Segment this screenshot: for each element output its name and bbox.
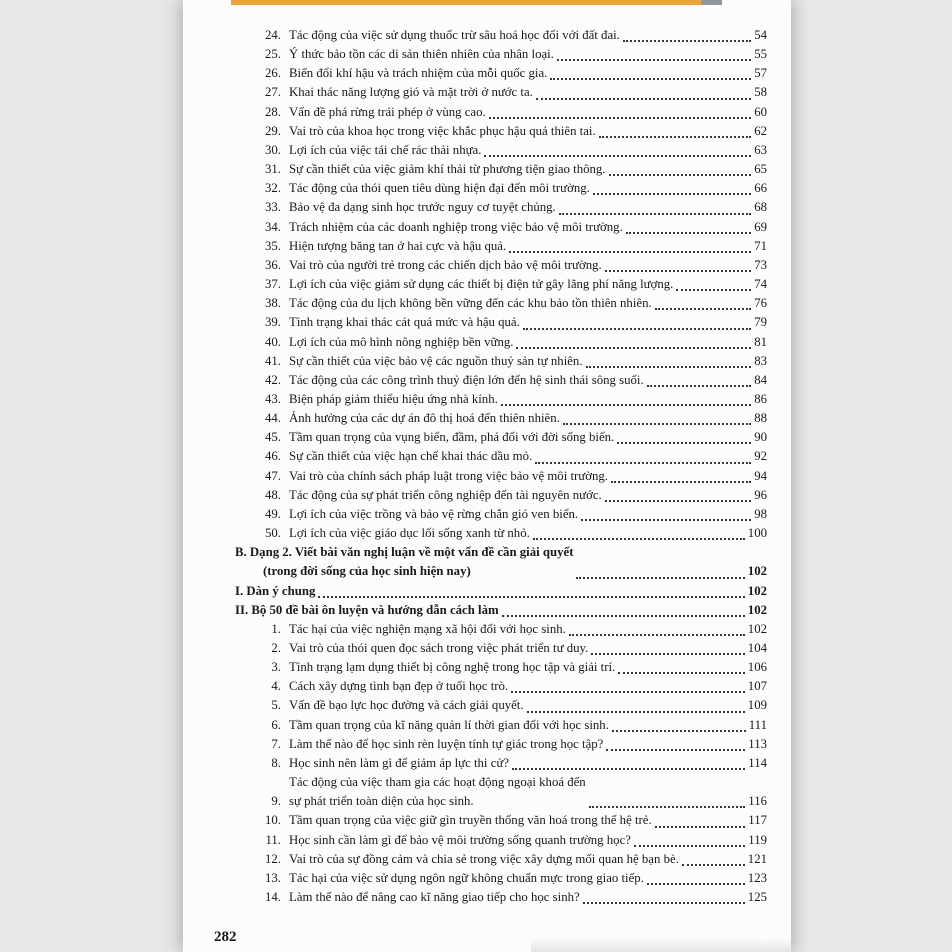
toc-entry xyxy=(235,409,767,428)
toc-entry-number: 26. xyxy=(265,66,281,81)
dot-leader xyxy=(502,615,745,617)
toc-entry-page: 113 xyxy=(748,736,767,751)
dot-leader xyxy=(489,117,751,119)
toc-entry-page: 73 xyxy=(754,257,767,272)
toc-entry xyxy=(235,831,767,850)
dot-leader xyxy=(609,174,752,176)
toc-entry-page: 58 xyxy=(754,85,767,100)
toc-entry-title: B. Dạng 2. Viết bài văn nghị luận về một vấn đề cần giải quyết (trong đời sống của học sinh hiện nay) xyxy=(235,543,573,581)
dot-leader xyxy=(550,78,751,80)
toc-entry-number: 10. xyxy=(265,813,281,828)
toc-entry-number: 43. xyxy=(265,391,281,406)
toc-entry-number: 7. xyxy=(271,736,281,751)
toc-entry-body xyxy=(289,313,754,332)
toc-entry-number: 48. xyxy=(265,487,281,502)
toc-entry-body xyxy=(289,677,748,696)
toc-entry-title: Lợi ích của việc trồng và bảo vệ rừng chắn gió ven biển. xyxy=(289,506,579,521)
toc-entry-body xyxy=(289,524,748,543)
toc-entry-number: 47. xyxy=(265,468,281,483)
toc-entry-body xyxy=(289,237,754,256)
dot-leader xyxy=(511,691,745,693)
toc-entry-page: 83 xyxy=(754,353,767,368)
toc-entry xyxy=(235,256,767,275)
toc-entry-number: 13. xyxy=(265,870,281,885)
toc-entry-page: 62 xyxy=(754,123,767,138)
toc-entry-page: 121 xyxy=(747,851,767,866)
toc-entry-body xyxy=(289,620,748,639)
toc-entry-page: 88 xyxy=(754,411,767,426)
dot-leader xyxy=(533,538,745,540)
toc-entry-page: 107 xyxy=(747,679,767,694)
toc-entry-title-line2: (trong đời sống của học sinh hiện nay) xyxy=(263,564,471,579)
toc-entry xyxy=(235,524,767,543)
toc-entry xyxy=(235,620,767,639)
toc-entry-number: 31. xyxy=(265,162,281,177)
toc-entry-title: Biến đổi khí hậu và trách nhiệm của mỗi quốc gia. xyxy=(289,66,548,81)
toc-entry-number: 25. xyxy=(265,47,281,62)
dot-leader xyxy=(655,308,752,310)
toc-entry-body xyxy=(289,811,748,830)
dot-leader xyxy=(623,40,751,42)
dot-leader xyxy=(516,347,751,349)
toc-entry xyxy=(235,467,767,486)
toc-entry xyxy=(235,313,767,332)
dot-leader xyxy=(501,404,751,406)
photo-shadow xyxy=(531,938,791,952)
dot-leader xyxy=(512,768,745,770)
toc-entry-body xyxy=(289,716,749,735)
dot-leader xyxy=(318,596,744,598)
toc-entry-page: 65 xyxy=(754,162,767,177)
toc-entry-number: 41. xyxy=(265,353,281,368)
toc-entry xyxy=(235,811,767,830)
toc-entry xyxy=(235,26,767,45)
toc-entry-title: Tác hại của việc nghiện mạng xã hội đối với học sinh. xyxy=(289,621,566,636)
toc-entry-title: Vai trò của khoa học trong việc khắc phục hậu quả thiên tai. xyxy=(289,123,596,138)
dot-leader xyxy=(589,806,746,808)
toc-entry-number: 9. xyxy=(271,794,281,809)
toc-entry-body xyxy=(235,601,748,620)
dot-leader xyxy=(682,864,745,866)
toc-entry-page: 71 xyxy=(754,238,767,253)
toc-entry-body xyxy=(289,447,754,466)
toc-entry xyxy=(235,179,767,198)
toc-entry-page: 79 xyxy=(754,315,767,330)
toc-entry-page: 68 xyxy=(754,200,767,215)
toc-entry-page: 102 xyxy=(747,583,767,598)
toc-entry-title: Cách xây dựng tình bạn đẹp ở tuổi học trò. xyxy=(289,679,509,694)
toc-entry-page: 117 xyxy=(748,813,767,828)
toc-entry xyxy=(235,294,767,313)
toc-entry-body xyxy=(235,582,748,601)
toc-entry-title: Lợi ích của mô hình nông nghiệp bền vững. xyxy=(289,334,514,349)
toc-entry-page: 123 xyxy=(747,870,767,885)
toc-entry-number: 14. xyxy=(265,890,281,905)
dot-leader xyxy=(559,213,751,215)
toc-entry xyxy=(235,696,767,715)
toc-entry-number: 28. xyxy=(265,104,281,119)
toc-entry-body xyxy=(289,658,748,677)
toc-entry xyxy=(235,716,767,735)
toc-entry-title: Lợi ích của việc giảm sử dụng các thiết bị điện tử gây lãng phí năng lượng. xyxy=(289,277,674,292)
toc-entry-page: 74 xyxy=(754,277,767,292)
toc-entry-page: 106 xyxy=(747,660,767,675)
toc-entry-body xyxy=(289,160,754,179)
toc-entry-body xyxy=(235,543,748,581)
toc-entry-body xyxy=(289,773,748,811)
toc-entry-title: Tầm quan trọng của việc giữ gìn truyền thống văn hoá trong thế hệ trẻ. xyxy=(289,813,652,828)
toc-entry-number: 34. xyxy=(265,219,281,234)
toc-entry xyxy=(235,83,767,102)
toc-entry-body xyxy=(289,390,754,409)
dot-leader xyxy=(581,519,751,521)
dot-leader xyxy=(599,136,752,138)
toc-entry-number: 6. xyxy=(271,717,281,732)
toc-entry-number: 36. xyxy=(265,257,281,272)
toc-entry-body xyxy=(289,198,754,217)
page-number: 282 xyxy=(214,929,237,945)
dot-leader xyxy=(484,155,751,157)
toc-entry xyxy=(235,754,767,773)
toc-entry-number: 50. xyxy=(265,526,281,541)
toc-entry xyxy=(235,850,767,869)
toc-entry-body xyxy=(289,26,754,45)
toc-entry-page: 102 xyxy=(747,564,767,579)
toc-entry-number: 33. xyxy=(265,200,281,215)
toc-entry-body xyxy=(289,218,754,237)
dot-leader xyxy=(655,826,746,828)
toc-entry-number: 5. xyxy=(271,698,281,713)
dot-leader xyxy=(527,711,745,713)
dot-leader xyxy=(591,653,745,655)
toc-entry xyxy=(235,237,767,256)
toc-entry-number: 44. xyxy=(265,411,281,426)
toc-entry xyxy=(235,45,767,64)
toc-entry xyxy=(235,543,767,581)
toc-entry-body xyxy=(289,179,754,198)
toc-entry-number: 27. xyxy=(265,85,281,100)
toc-entry-body xyxy=(289,850,748,869)
toc-entry-number: 32. xyxy=(265,181,281,196)
toc-entry-body xyxy=(289,256,754,275)
toc-entry-title: Tác động của các công trình thuỷ điện lớn đến hệ sinh thái sông suối. xyxy=(289,372,644,387)
toc-entry-body xyxy=(289,275,754,294)
toc-entry-title: Ảnh hưởng của các dự án đô thị hoá đến thiên nhiên. xyxy=(289,411,560,426)
toc-entry-number: 45. xyxy=(265,430,281,445)
toc-entry-number: 8. xyxy=(271,755,281,770)
toc-entry-number: 40. xyxy=(265,334,281,349)
toc-entry xyxy=(235,141,767,160)
toc-entry xyxy=(235,658,767,677)
toc-entry-page: 92 xyxy=(754,449,767,464)
dot-leader xyxy=(536,98,751,100)
toc-entry-body xyxy=(289,333,754,352)
toc-entry-body xyxy=(289,639,748,658)
dot-leader xyxy=(557,59,751,61)
toc-entry-title: Làm thế nào để nâng cao kĩ năng giao tiếp cho học sinh? xyxy=(289,890,580,905)
toc-entry-number: 3. xyxy=(271,660,281,675)
toc-entry-body xyxy=(289,754,748,773)
toc-entry-number: 38. xyxy=(265,296,281,311)
toc-entry-number: 37. xyxy=(265,277,281,292)
toc-entry-page: 55 xyxy=(754,47,767,62)
toc-entry-page: 119 xyxy=(748,832,767,847)
toc-entry xyxy=(235,773,767,811)
toc-entry xyxy=(235,218,767,237)
toc-entry-page: 84 xyxy=(754,372,767,387)
dot-leader xyxy=(583,902,745,904)
toc-entry xyxy=(235,198,767,217)
toc-entry-body xyxy=(289,467,754,486)
toc-entry-page: 90 xyxy=(754,430,767,445)
book-page xyxy=(183,0,791,952)
toc-entry-page: 94 xyxy=(754,468,767,483)
toc-entry-number: 46. xyxy=(265,449,281,464)
dot-leader xyxy=(606,749,745,751)
toc-entry-number: 11. xyxy=(265,832,281,847)
toc-entry-number: 29. xyxy=(265,123,281,138)
toc-entry-title: Vai trò của thói quen đọc sách trong việc phát triển tư duy. xyxy=(289,641,589,655)
toc-entry-body xyxy=(289,428,754,447)
toc-entry-title: Trách nhiệm của các doanh nghiệp trong việc bảo vệ môi trường. xyxy=(289,219,623,234)
toc-entry-page: 114 xyxy=(748,755,767,770)
toc-entry xyxy=(235,160,767,179)
toc-entry-page: 86 xyxy=(754,391,767,406)
dot-leader xyxy=(618,672,745,674)
toc-entry-page: 111 xyxy=(748,717,767,732)
toc-entry-title: Khai thác năng lượng gió và mặt trời ở nước ta. xyxy=(289,85,533,100)
toc-list xyxy=(235,26,767,907)
toc-entry-number: 24. xyxy=(265,28,281,42)
toc-entry-number: 1. xyxy=(271,621,281,636)
toc-entry xyxy=(235,103,767,122)
toc-entry-title: Vấn đề bạo lực học đường và cách giải quyết. xyxy=(289,698,524,713)
dot-leader xyxy=(586,366,752,368)
toc-entry-page: 125 xyxy=(747,890,767,905)
toc-entry-number: 4. xyxy=(271,679,281,694)
toc-entry-title: Lợi ích của việc tái chế rác thải nhựa. xyxy=(289,142,482,157)
toc-entry-body xyxy=(289,409,754,428)
toc-entry xyxy=(235,390,767,409)
toc-entry-page: 96 xyxy=(754,487,767,502)
toc-entry-number: 35. xyxy=(265,238,281,253)
toc-entry-page: 69 xyxy=(754,219,767,234)
toc-entry-page: 60 xyxy=(754,104,767,119)
toc-entry-body xyxy=(289,294,754,313)
toc-entry-body xyxy=(289,64,754,83)
toc-entry-body xyxy=(289,505,754,524)
toc-entry-title: Tác hại của việc sử dụng ngôn ngữ không chuẩn mực trong giao tiếp. xyxy=(289,870,644,885)
dot-leader xyxy=(626,232,751,234)
toc-entry xyxy=(235,869,767,888)
dot-leader xyxy=(612,730,746,732)
toc-entry-number: 12. xyxy=(265,851,281,866)
toc-entry-page: 100 xyxy=(747,526,767,541)
toc-entry-title: Tình trạng lạm dụng thiết bị công nghệ trong học tập và giải trí. xyxy=(289,660,616,675)
toc-entry-title-line2: sự phát triển toàn diện của học sinh. xyxy=(289,794,474,809)
toc-entry-title: Bảo vệ đa dạng sinh học trước nguy cơ tuyệt chủng. xyxy=(289,200,556,215)
toc-entry-page: 63 xyxy=(754,142,767,157)
toc-entry-number: 39. xyxy=(265,315,281,330)
toc-entry-title: Tác động của du lịch không bền vững đến các khu bảo tồn thiên nhiên. xyxy=(289,296,652,311)
toc-entry xyxy=(235,486,767,505)
toc-entry-title: Biện pháp giảm thiểu hiệu ứng nhà kính. xyxy=(289,391,498,406)
toc-entry-title: Sự cần thiết của việc hạn chế khai thác dầu mỏ. xyxy=(289,449,533,464)
toc-entry xyxy=(235,64,767,83)
toc-entry-title: Lợi ích của việc giáo dục lối sống xanh từ nhỏ. xyxy=(289,526,530,541)
dot-leader xyxy=(647,883,745,885)
toc-entry-body xyxy=(289,352,754,371)
dot-leader xyxy=(576,577,744,579)
toc-entry-body xyxy=(289,735,748,754)
toc-entry xyxy=(235,352,767,371)
toc-entry-title: Tác động của việc sử dụng thuốc trừ sâu hoá học đối với đất đai. xyxy=(289,28,620,42)
toc-entry-page: 102 xyxy=(747,602,767,617)
toc-entry-number: 2. xyxy=(271,641,281,655)
toc-entry xyxy=(235,505,767,524)
toc-entry xyxy=(235,447,767,466)
toc-entry-page: 54 xyxy=(754,28,767,42)
toc-entry-body xyxy=(289,888,748,907)
toc-entry-page: 109 xyxy=(747,698,767,713)
dot-leader xyxy=(611,481,751,483)
toc-entry-title: Sự cần thiết của việc bảo vệ các nguồn thuỷ sản tự nhiên. xyxy=(289,353,583,368)
toc-entry-body xyxy=(289,831,748,850)
toc-entry-body xyxy=(289,486,754,505)
toc-entry-number: 49. xyxy=(265,506,281,521)
toc-entry-title: II. Bộ 50 đề bài ôn luyện và hướng dẫn cách làm xyxy=(235,602,499,617)
toc-entry-body xyxy=(289,83,754,102)
toc-entry-body xyxy=(289,122,754,141)
toc-entry xyxy=(235,639,767,658)
toc-entry xyxy=(235,582,767,601)
toc-entry xyxy=(235,428,767,447)
toc-entry-title: Học sinh cần làm gì để bảo vệ môi trường sống quanh trường học? xyxy=(289,832,631,847)
toc-entry xyxy=(235,122,767,141)
toc-entry xyxy=(235,677,767,696)
toc-entry-title: Tình trạng khai thác cát quá mức và hậu quả. xyxy=(289,315,520,330)
toc-entry-page: 81 xyxy=(754,334,767,349)
toc-entry-page: 116 xyxy=(748,794,767,809)
book-cover-edge-strip-end xyxy=(701,0,722,5)
toc-entry xyxy=(235,601,767,620)
toc-entry-number: 42. xyxy=(265,372,281,387)
dot-leader xyxy=(593,193,751,195)
toc-entry-title: Tầm quan trọng của vụng biển, đầm, phá đối với đời sống biển. xyxy=(289,430,615,445)
toc-entry-title: Tác động của việc tham gia các hoạt động ngoại khoá đến sự phát triển toàn diện của học sinh. xyxy=(289,773,586,811)
toc-entry-title: Vai trò của sự đồng cảm và chia sẻ trong việc xây dựng mối quan hệ bạn bè. xyxy=(289,851,679,866)
toc-entry-title: Sự cần thiết của việc giảm khí thải từ phương tiện giao thông. xyxy=(289,162,606,177)
toc-entry-title: Ý thức bảo tồn các di sản thiên nhiên của nhân loại. xyxy=(289,47,554,62)
toc-entry-title: Vai trò của người trẻ trong các chiến dịch bảo vệ môi trường. xyxy=(289,257,602,272)
dot-leader xyxy=(569,634,745,636)
dot-leader xyxy=(535,462,751,464)
toc-entry-title: I. Dàn ý chung xyxy=(235,583,316,598)
toc-entry-page: 104 xyxy=(747,641,767,655)
toc-entry xyxy=(235,275,767,294)
toc-entry-title: Vấn đề phá rừng trái phép ở vùng cao. xyxy=(289,104,486,119)
book-cover-edge-strip xyxy=(231,0,701,5)
toc-content xyxy=(235,26,767,907)
toc-entry xyxy=(235,735,767,754)
toc-entry-title: Vai trò của chính sách pháp luật trong việc bảo vệ môi trường. xyxy=(289,468,608,483)
toc-entry-body xyxy=(289,45,754,64)
toc-entry xyxy=(235,371,767,390)
dot-leader xyxy=(647,385,752,387)
toc-entry-page: 98 xyxy=(754,506,767,521)
dot-leader xyxy=(605,500,751,502)
toc-entry-body xyxy=(289,371,754,390)
toc-entry-title: Tác động của sự phát triển công nghiệp đến tài nguyên nước. xyxy=(289,487,602,502)
dot-leader xyxy=(563,423,751,425)
dot-leader xyxy=(617,442,751,444)
toc-entry-title: Hiện tượng băng tan ở hai cực và hậu quả. xyxy=(289,238,507,253)
toc-entry-title: Tầm quan trọng của kĩ năng quản lí thời gian đối với học sinh. xyxy=(289,717,609,732)
dot-leader xyxy=(634,845,745,847)
toc-entry-body xyxy=(289,869,748,888)
toc-entry-body xyxy=(289,141,754,160)
toc-entry-title: Làm thế nào để học sinh rèn luyện tính tự giác trong học tập? xyxy=(289,736,604,751)
toc-entry-title: Tác động của thói quen tiêu dùng hiện đại đến môi trường. xyxy=(289,181,590,196)
toc-entry xyxy=(235,333,767,352)
toc-entry-body xyxy=(289,103,754,122)
dot-leader xyxy=(523,328,751,330)
toc-entry xyxy=(235,888,767,907)
toc-entry-number: 30. xyxy=(265,142,281,157)
dot-leader xyxy=(509,251,751,253)
dot-leader xyxy=(605,270,751,272)
toc-entry-title: Học sinh nên làm gì để giảm áp lực thi cử? xyxy=(289,755,509,770)
toc-entry-body xyxy=(289,696,748,715)
dot-leader xyxy=(676,289,751,291)
toc-entry-page: 57 xyxy=(754,66,767,81)
toc-entry-page: 66 xyxy=(754,181,767,196)
toc-entry-page: 76 xyxy=(754,296,767,311)
toc-entry-page: 102 xyxy=(747,621,767,636)
